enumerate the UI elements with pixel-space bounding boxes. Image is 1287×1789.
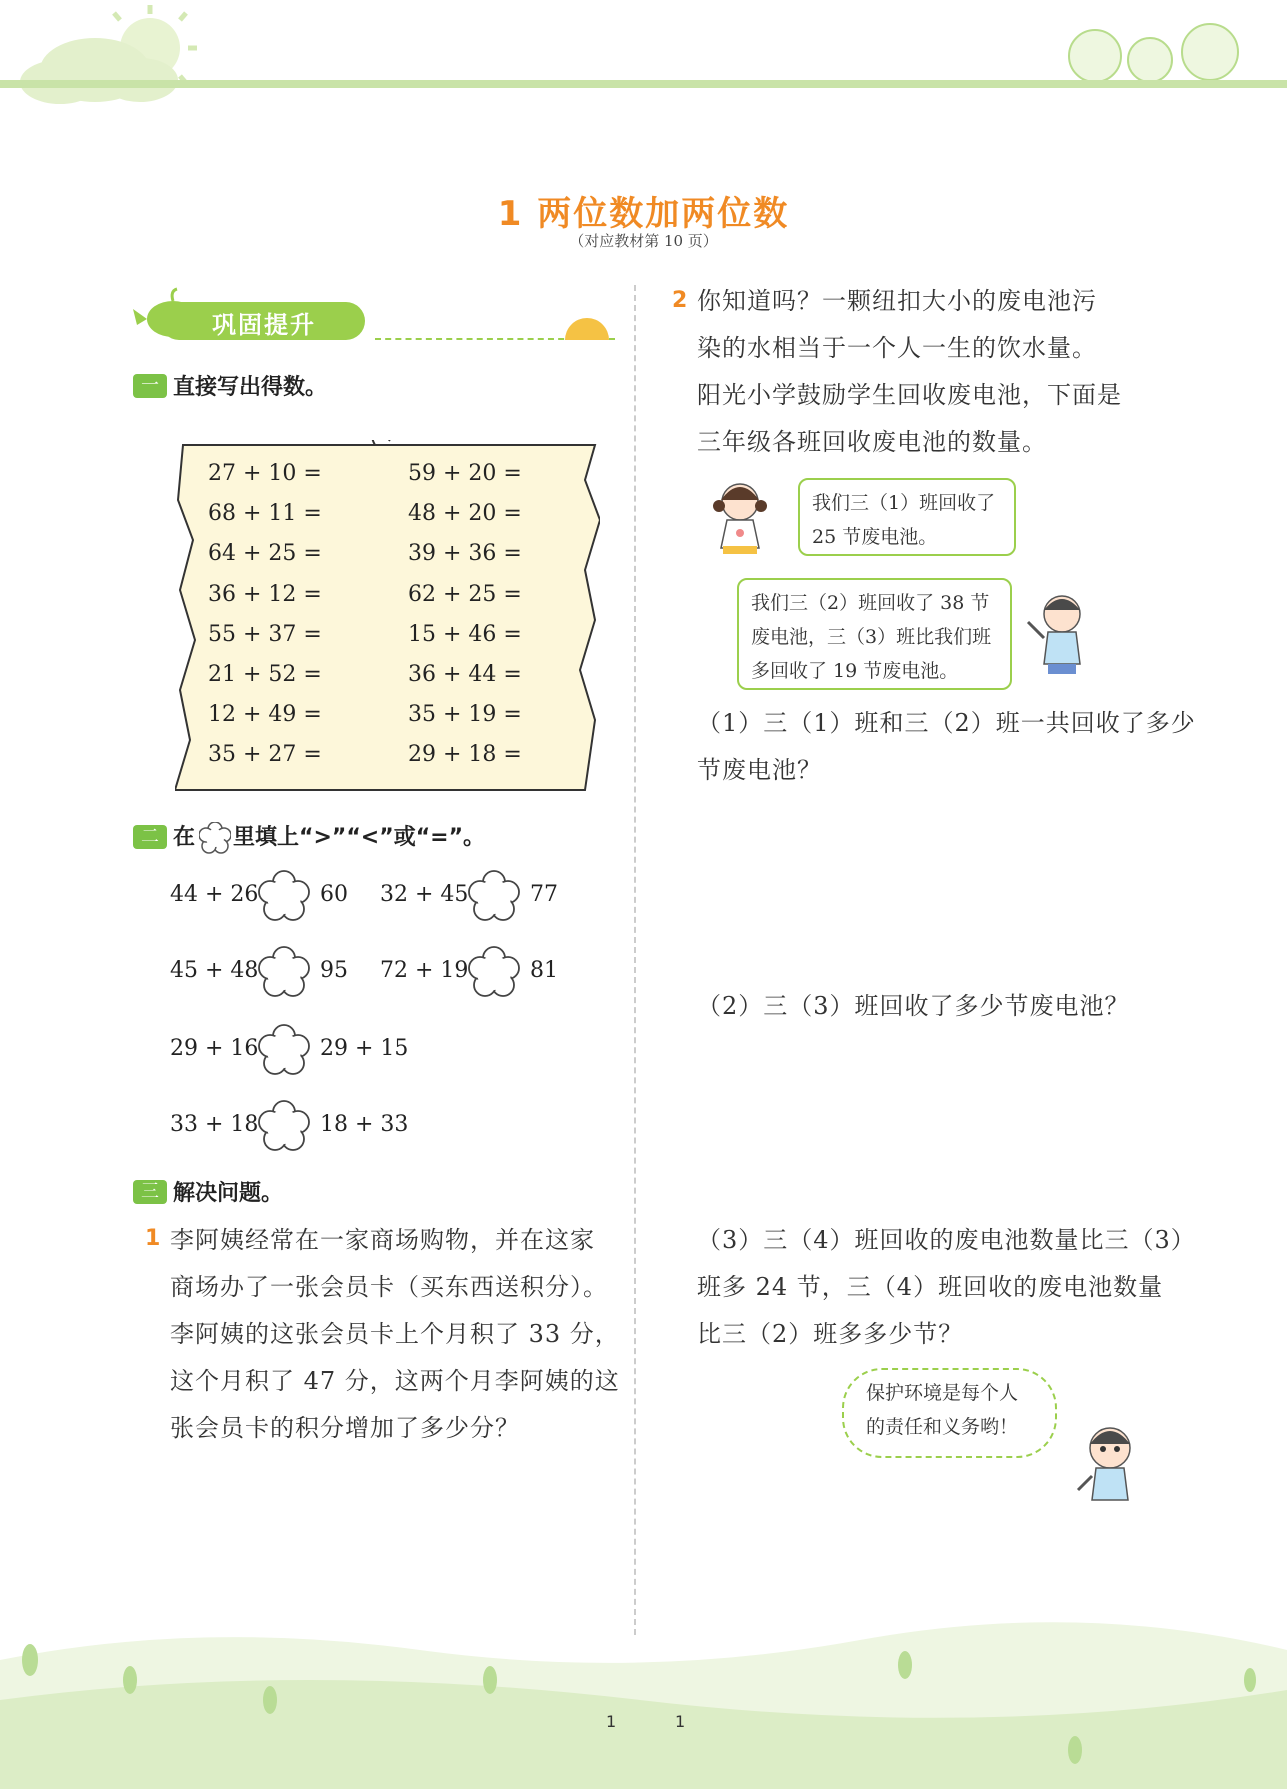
q1-text-line: 李阿姨经常在一家商场购物，并在这家 (170, 1226, 595, 1254)
boy-character-icon (1022, 588, 1094, 678)
q2-sub3-line: 班多 24 节，三（4）班回收的废电池数量 (697, 1273, 1164, 1301)
q2-intro-line: 你知道吗？一颗纽扣大小的废电池污 (697, 287, 1097, 315)
bubble3-line-1: 保护环境是每个人 (866, 1382, 1019, 1404)
calc-expression: 48 + 20 = (408, 501, 522, 527)
page-number-right: 1 (675, 1712, 686, 1731)
q1-text-line: 商场办了一张会员卡（买东西送积分）。 (170, 1273, 608, 1301)
calc-expression: 39 + 36 = (408, 541, 522, 567)
section-badge-3: 三 (133, 1180, 167, 1204)
bubble1-line-2: 25 节废电池。 (812, 526, 938, 548)
compare-left-expr: 44 + 26 (170, 882, 259, 907)
compare-left-expr: 45 + 48 (170, 958, 259, 983)
page-number-left: 1 (606, 1712, 617, 1731)
calc-expression: 15 + 46 = (408, 621, 522, 647)
banner-label: 巩固提升 (212, 311, 316, 339)
compare-right-expr: 18 + 33 (320, 1112, 409, 1137)
girl-character-icon (705, 478, 775, 558)
compare-right-expr: 60 (320, 882, 348, 907)
calc-expression: 21 + 52 = (208, 662, 322, 687)
q2-sub3-line: 比三（2）班多多少节？ (697, 1320, 964, 1348)
section-title-3: 解决问题。 (173, 1181, 284, 1206)
page-subtitle: （对应教材第 10 页） (569, 232, 718, 250)
question-2-number: 2 (672, 288, 688, 313)
q2-sub2: （2）三（3）班回收了多少节废电池？ (697, 992, 1130, 1020)
bubble3-line-2: 的责任和义务哟！ (866, 1416, 1019, 1438)
compare-right-expr: 29 + 15 (320, 1036, 409, 1061)
calc-expression: 12 + 49 = (208, 702, 322, 728)
calc-expression: 64 + 25 = (208, 541, 322, 567)
question-1-number: 1 (145, 1226, 161, 1251)
compare-blank-input[interactable] (258, 870, 310, 922)
compare-blank-input[interactable] (468, 946, 520, 998)
compare-left-expr: 29 + 16 (170, 1036, 259, 1061)
compare-right-expr: 81 (530, 958, 558, 983)
calc-expression: 36 + 44 = (408, 662, 522, 687)
calc-expression: 29 + 18 = (408, 742, 522, 768)
calc-expression: 55 + 37 = (208, 621, 322, 647)
calc-expression: 36 + 12 = (208, 581, 322, 607)
calc-expression: 59 + 20 = (408, 461, 522, 486)
bubble1-line-1: 我们三（1）班回收了 (812, 492, 996, 514)
compare-right-expr: 77 (530, 882, 558, 907)
compare-left-expr: 72 + 19 (380, 958, 469, 983)
q1-text-line: 张会员卡的积分增加了多少分？ (170, 1414, 520, 1442)
header-band (0, 80, 1287, 88)
bubble2-line-1: 我们三（2）班回收了 38 节 (751, 592, 990, 614)
animal-heads-icon (1069, 24, 1238, 82)
calc-expression: 68 + 11 = (208, 501, 322, 527)
calc-expression: 35 + 27 = (208, 742, 322, 768)
ground-decoration (0, 1620, 1287, 1789)
compare-blank-input[interactable] (258, 946, 310, 998)
section-title-1: 直接写出得数。 (173, 375, 328, 400)
q1-text-line: 这个月积了 47 分，这两个月李阿姨的这 (170, 1367, 620, 1395)
q2-sub3-line: （3）三（4）班回收的废电池数量比三（3） (697, 1226, 1196, 1254)
flower-blank-icon (199, 822, 231, 854)
sun-cloud-icon (20, 5, 197, 104)
speech-bubble-environment (842, 1368, 1057, 1458)
q1-text-line: 李阿姨的这张会员卡上个月积了 33 分， (170, 1320, 620, 1348)
q2-intro-line: 阳光小学鼓励学生回收废电池，下面是 (697, 381, 1122, 409)
bubble2-line-2: 废电池，三（3）班比我们班 (751, 626, 992, 648)
boy-waving-icon (1072, 1420, 1144, 1510)
compare-left-expr: 32 + 45 (380, 882, 469, 907)
section-badge-1: 一 (133, 374, 167, 398)
compare-left-expr: 33 + 18 (170, 1112, 259, 1137)
calc-expression: 35 + 19 = (408, 702, 522, 728)
section-title-2-pre: 在 (173, 825, 196, 850)
bubble2-line-3: 多回收了 19 节废电池。 (751, 660, 959, 682)
compare-blank-input[interactable] (258, 1024, 310, 1076)
section-title-2-post: 里填上“>”“<”或“=”。 (233, 825, 486, 850)
compare-blank-input[interactable] (258, 1100, 310, 1152)
compare-blank-input[interactable] (468, 870, 520, 922)
compare-right-expr: 95 (320, 958, 348, 983)
calc-expression: 62 + 25 = (408, 581, 522, 607)
column-divider (634, 285, 636, 1635)
header-decoration (0, 0, 1287, 110)
q2-sub1-line: 节废电池？ (697, 756, 822, 784)
speech-bubble-class2 (737, 578, 1012, 690)
page-title: 1 两位数加两位数 (497, 194, 790, 234)
section-badge-2: 二 (133, 825, 167, 849)
calc-expression: 27 + 10 = (208, 461, 322, 486)
sunset-icon (565, 318, 609, 340)
q2-intro-line: 三年级各班回收废电池的数量。 (697, 428, 1047, 456)
q2-intro-line: 染的水相当于一个人一生的饮水量。 (697, 334, 1097, 362)
speech-bubble-class1 (798, 478, 1016, 556)
q2-sub1-line: （1）三（1）班和三（2）班一共回收了多少 (697, 709, 1196, 737)
